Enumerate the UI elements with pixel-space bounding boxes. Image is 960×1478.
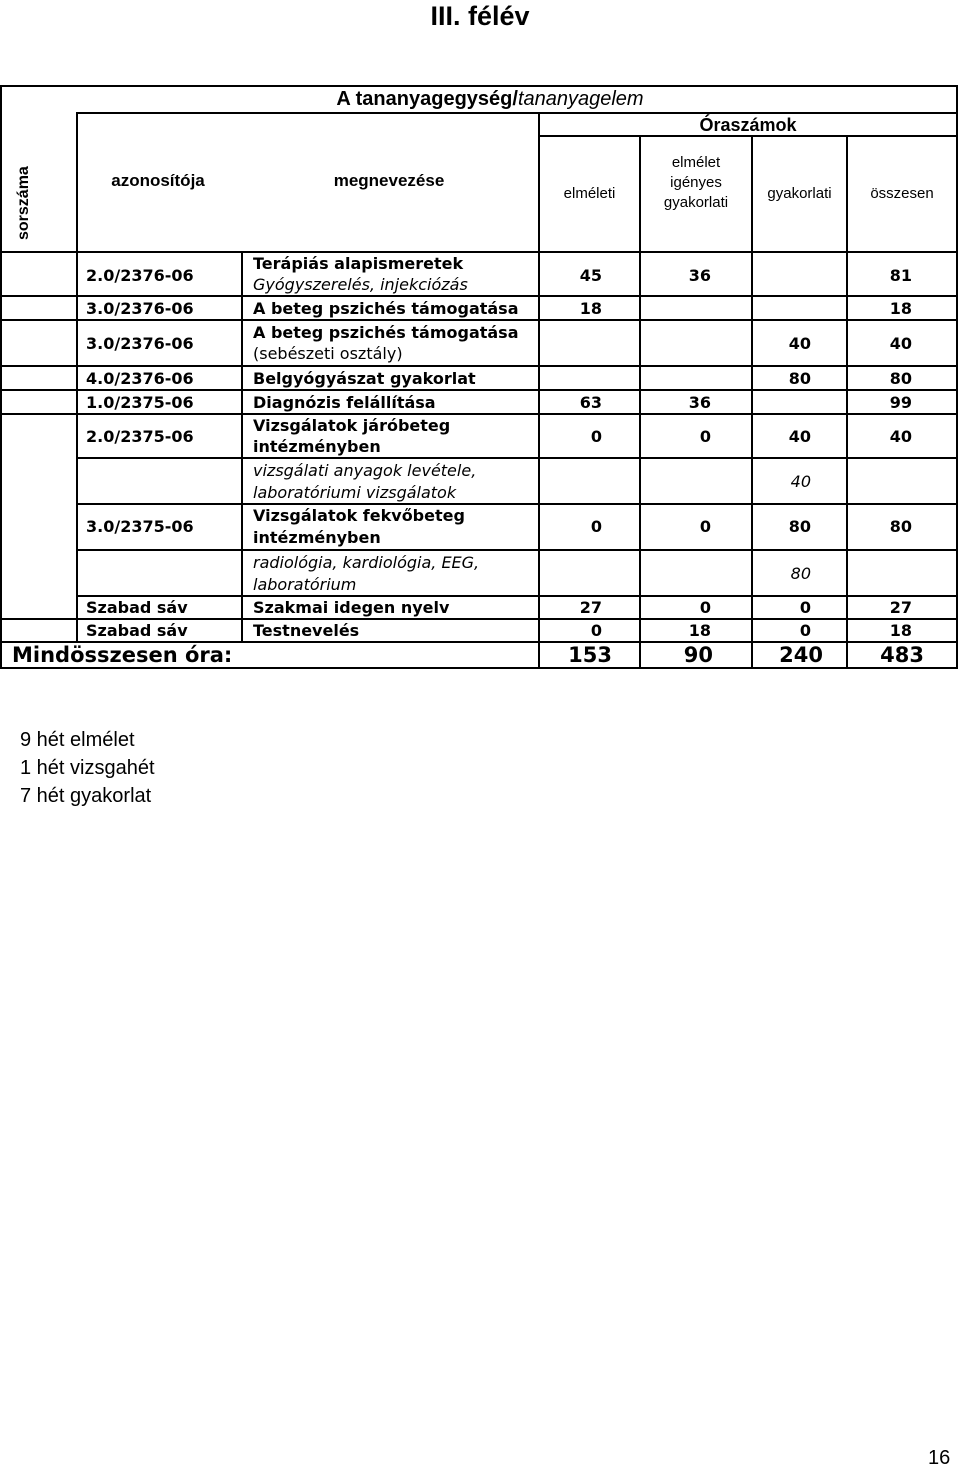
column-divider [538,251,540,669]
row-name: A beteg pszichés támogatása [253,323,519,342]
row-divider [0,319,958,321]
page-number: 16 [928,1447,951,1469]
col-theory-practice-header [641,153,751,213]
totals-label: Mindösszesen óra: [12,643,233,667]
row-id: Szabad sáv [86,598,188,617]
row-total: 40 [889,427,912,446]
row-theory: 0 [590,427,602,446]
row-total: 40 [889,334,912,353]
row-divider [76,549,958,551]
row-name: radiológia, kardiológia, EEG, [253,553,480,572]
row-theory-practice: 0 [699,598,711,617]
row-divider [0,389,958,391]
column-divider [241,251,243,643]
totals-theory: 153 [568,643,612,667]
table-border-left [0,85,2,669]
row-theory: 63 [579,393,602,412]
totals-total: 483 [880,643,924,667]
row-theory: 0 [590,517,602,536]
row-id: Szabad sáv [86,621,188,640]
row-divider [0,295,958,297]
row-id: 3.0/2376-06 [86,299,194,318]
header-divider [0,251,958,253]
col-theory-header: elméleti [563,185,616,202]
row-id: 2.0/2375-06 [86,427,194,446]
row-practice: 80 [790,564,811,583]
row-name: Vizsgálatok járóbeteg [253,416,451,435]
row-total: 80 [889,517,912,536]
row-id: 3.0/2376-06 [86,334,194,353]
col-theory-practice-line: igényes [670,174,722,191]
column-divider [846,251,848,669]
row-divider [0,365,958,367]
row-name-sub: intézményben [253,528,381,547]
row-name: A beteg pszichés támogatása [253,299,519,318]
row-divider [0,618,958,620]
row-name-sub: laboratórium [253,575,357,594]
row-total: 18 [889,621,912,640]
row-divider [76,503,958,505]
row-name-sub: intézményben [253,437,381,456]
row-theory: 0 [590,621,602,640]
row-divider [76,595,958,597]
row-practice: 80 [788,369,811,388]
col-id-header: azonosítója [111,171,205,190]
row-total: 27 [889,598,912,617]
col-practice-header: gyakorlati [767,185,832,202]
row-id: 3.0/2375-06 [86,517,194,536]
row-practice: 80 [788,517,811,536]
note-line: 1 hét vizsgahét [20,757,155,779]
row-practice: 0 [799,598,811,617]
row-id: 1.0/2375-06 [86,393,194,412]
row-theory-practice: 36 [688,393,711,412]
col-theory-practice-line: elmélet [671,154,721,171]
row-theory-practice: 0 [699,517,711,536]
row-name: Terápiás alapismeretek [253,254,464,273]
row-name-sub: laboratóriumi vizsgálatok [253,483,457,502]
unit-title-bold: A tananyagegység/ [336,88,518,110]
row-name: Vizsgálatok fekvőbeteg [253,506,465,525]
note-line: 9 hét elmélet [20,729,135,751]
row-name: vizsgálati anyagok levétele, [253,461,477,480]
row-id: 2.0/2376-06 [86,266,194,285]
col-total-header: összesen [870,185,934,202]
column-divider [639,251,641,669]
row-name-sub: (sebészeti osztály) [253,344,403,363]
row-theory-practice: 18 [688,621,711,640]
row-practice: 40 [788,427,811,446]
row-name: Belgyógyászat gyakorlat [253,369,476,388]
row-total: 80 [889,369,912,388]
totals-practice: 240 [779,643,823,667]
row-name-sub: Gyógyszerelés, injekciózás [253,275,468,294]
table-border-right [956,85,958,669]
row-divider [0,413,958,415]
column-divider [76,251,78,643]
col-serial-header: sorszáma [15,166,32,240]
row-name: Diagnózis felállítása [253,393,436,412]
semester-notes [20,726,155,810]
row-name: Szakmai idegen nyelv [253,598,450,617]
hours-title: Óraszámok [699,115,797,135]
row-practice: 40 [788,334,811,353]
table-border-bottom [0,667,958,669]
row-total: 81 [889,266,912,285]
column-divider [751,251,753,669]
curriculum-table [0,85,958,669]
row-id: 4.0/2376-06 [86,369,194,388]
row-practice: 40 [790,472,811,491]
row-name: Testnevelés [253,621,360,640]
row-divider [76,457,958,459]
unit-title [140,87,840,111]
col-theory-practice-line: gyakorlati [663,194,729,211]
row-theory: 18 [579,299,602,318]
unit-title-italic: tananyagelem [517,88,644,110]
row-theory-practice: 0 [699,427,711,446]
row-practice: 0 [799,621,811,640]
totals-theory-practice: 90 [683,643,713,667]
row-theory: 45 [579,266,602,285]
row-theory: 27 [579,598,602,617]
note-line: 7 hét gyakorlat [20,785,152,807]
col-name-header: megnevezése [333,171,445,190]
page-title: III. félév [430,1,530,31]
row-theory-practice: 36 [688,266,711,285]
row-total: 99 [889,393,912,412]
row-total: 18 [889,299,912,318]
